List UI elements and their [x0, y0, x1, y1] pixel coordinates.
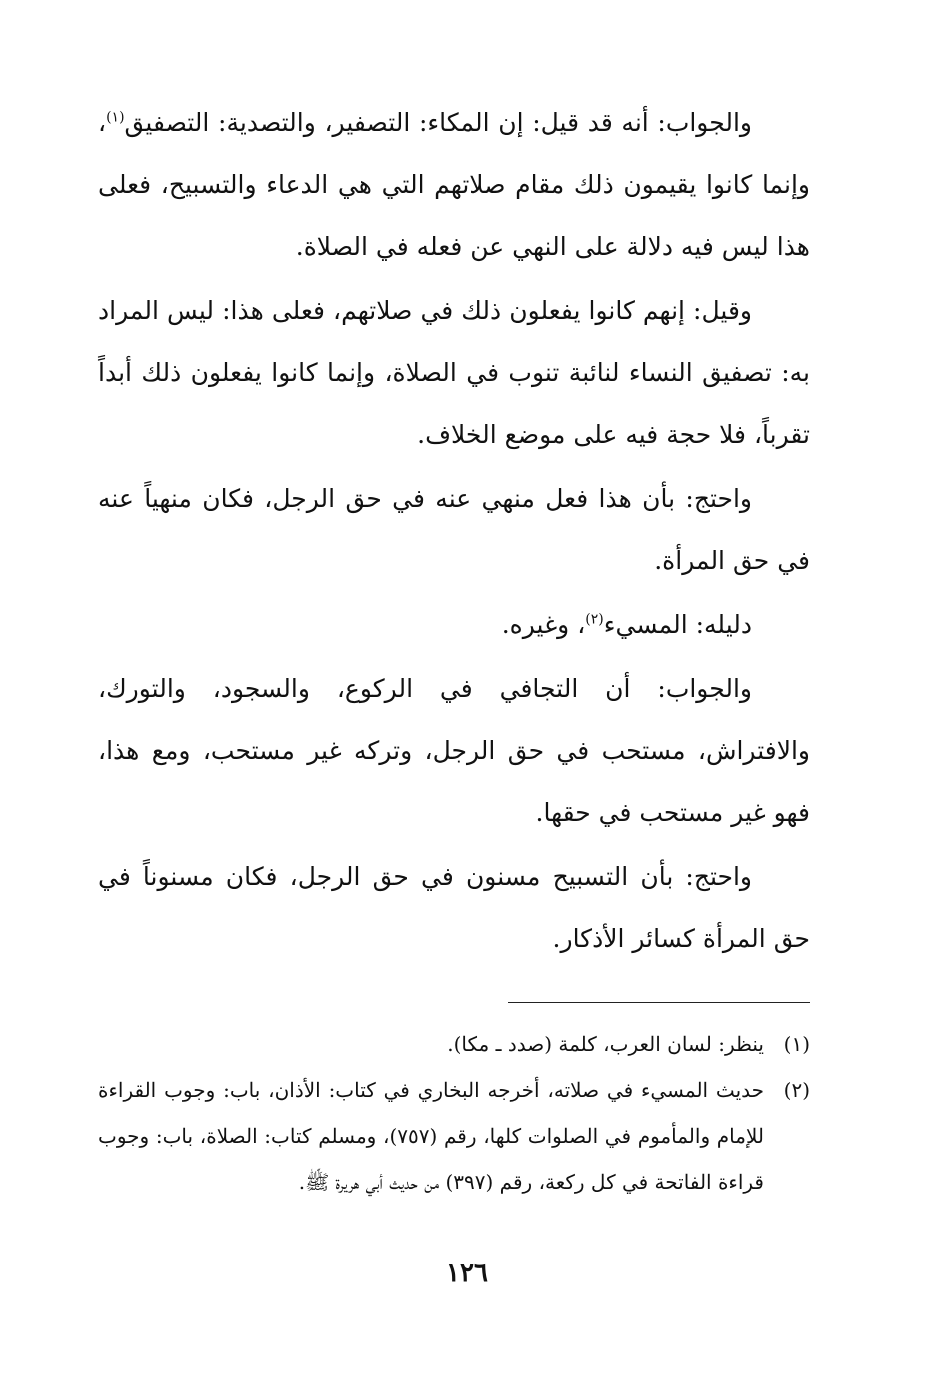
footnote-text: حديث المسيء في صلاته، أخرجه البخاري في كتاب: الأذان، باب: وجوب القراءة للإمام والمأموم في الصلوات كلها، رقم (٧٥٧)، ومسلم كتاب: الصلاة، باب: وجوب قراءة الفاتحة في كل ركعة، رقم (٣٩٧) من حديث أبي هريرة ﷺ.	[98, 1078, 764, 1194]
paragraph-text: دليله: المسيء	[603, 610, 752, 639]
footnote-text: ينظر: لسان العرب، كلمة (صدد ـ مكا).	[447, 1032, 764, 1056]
footnote-2	[98, 1067, 810, 1205]
paragraph-argument-1: واحتج: بأن هذا فعل منهي عنه في حق الرجل، فكان منهياً عنه في حق المرأة.	[98, 484, 810, 575]
footnote-1	[98, 1021, 810, 1067]
paragraph-answer-2: والجواب: أن التجافي في الركوع، والسجود، والتورك، والافتراش، مستحب في حق الرجل، وتركه غير مستحب، ومع هذا، فهو غير مستحب في حقها.	[98, 674, 810, 827]
page-number: ١٢٦	[446, 1258, 488, 1288]
footnote-divider	[508, 1002, 810, 1003]
paragraph-text: ، وغيره.	[501, 610, 586, 639]
footnote-number: (٢)	[783, 1078, 810, 1102]
paragraph-answer-1	[98, 92, 810, 278]
footnote-number: (١)	[783, 1032, 810, 1056]
paragraph-text: والجواب: أنه قد قيل: إن المكاء: التصفير، والتصدية: التصفيق	[124, 108, 752, 137]
paragraph-alt-opinion: وقيل: إنهم كانوا يفعلون ذلك في صلاتهم، فعلى هذا: ليس المراد به: تصفيق النساء لنائبة تنوب في الصلاة، وإنما كانوا يفعلون ذلك أبداً تقرباً، فلا حجة فيه على موضع الخلاف.	[98, 296, 810, 449]
paragraph-evidence	[98, 594, 810, 656]
footnote-ref-2[interactable]: (٢)	[585, 611, 604, 628]
footnote-ref-1[interactable]: (١)	[106, 109, 125, 126]
paragraph-text: ، وإنما كانوا يقيمون ذلك مقام صلاتهم التي هي الدعاء والتسبيح، فعلى هذا ليس فيه دلالة على النهي عن فعله في الصلاة.	[98, 108, 810, 261]
paragraph-argument-2: واحتج: بأن التسبيح مسنون في حق الرجل، فكان مسنوناً في حق المرأة كسائر الأذكار.	[98, 862, 810, 953]
